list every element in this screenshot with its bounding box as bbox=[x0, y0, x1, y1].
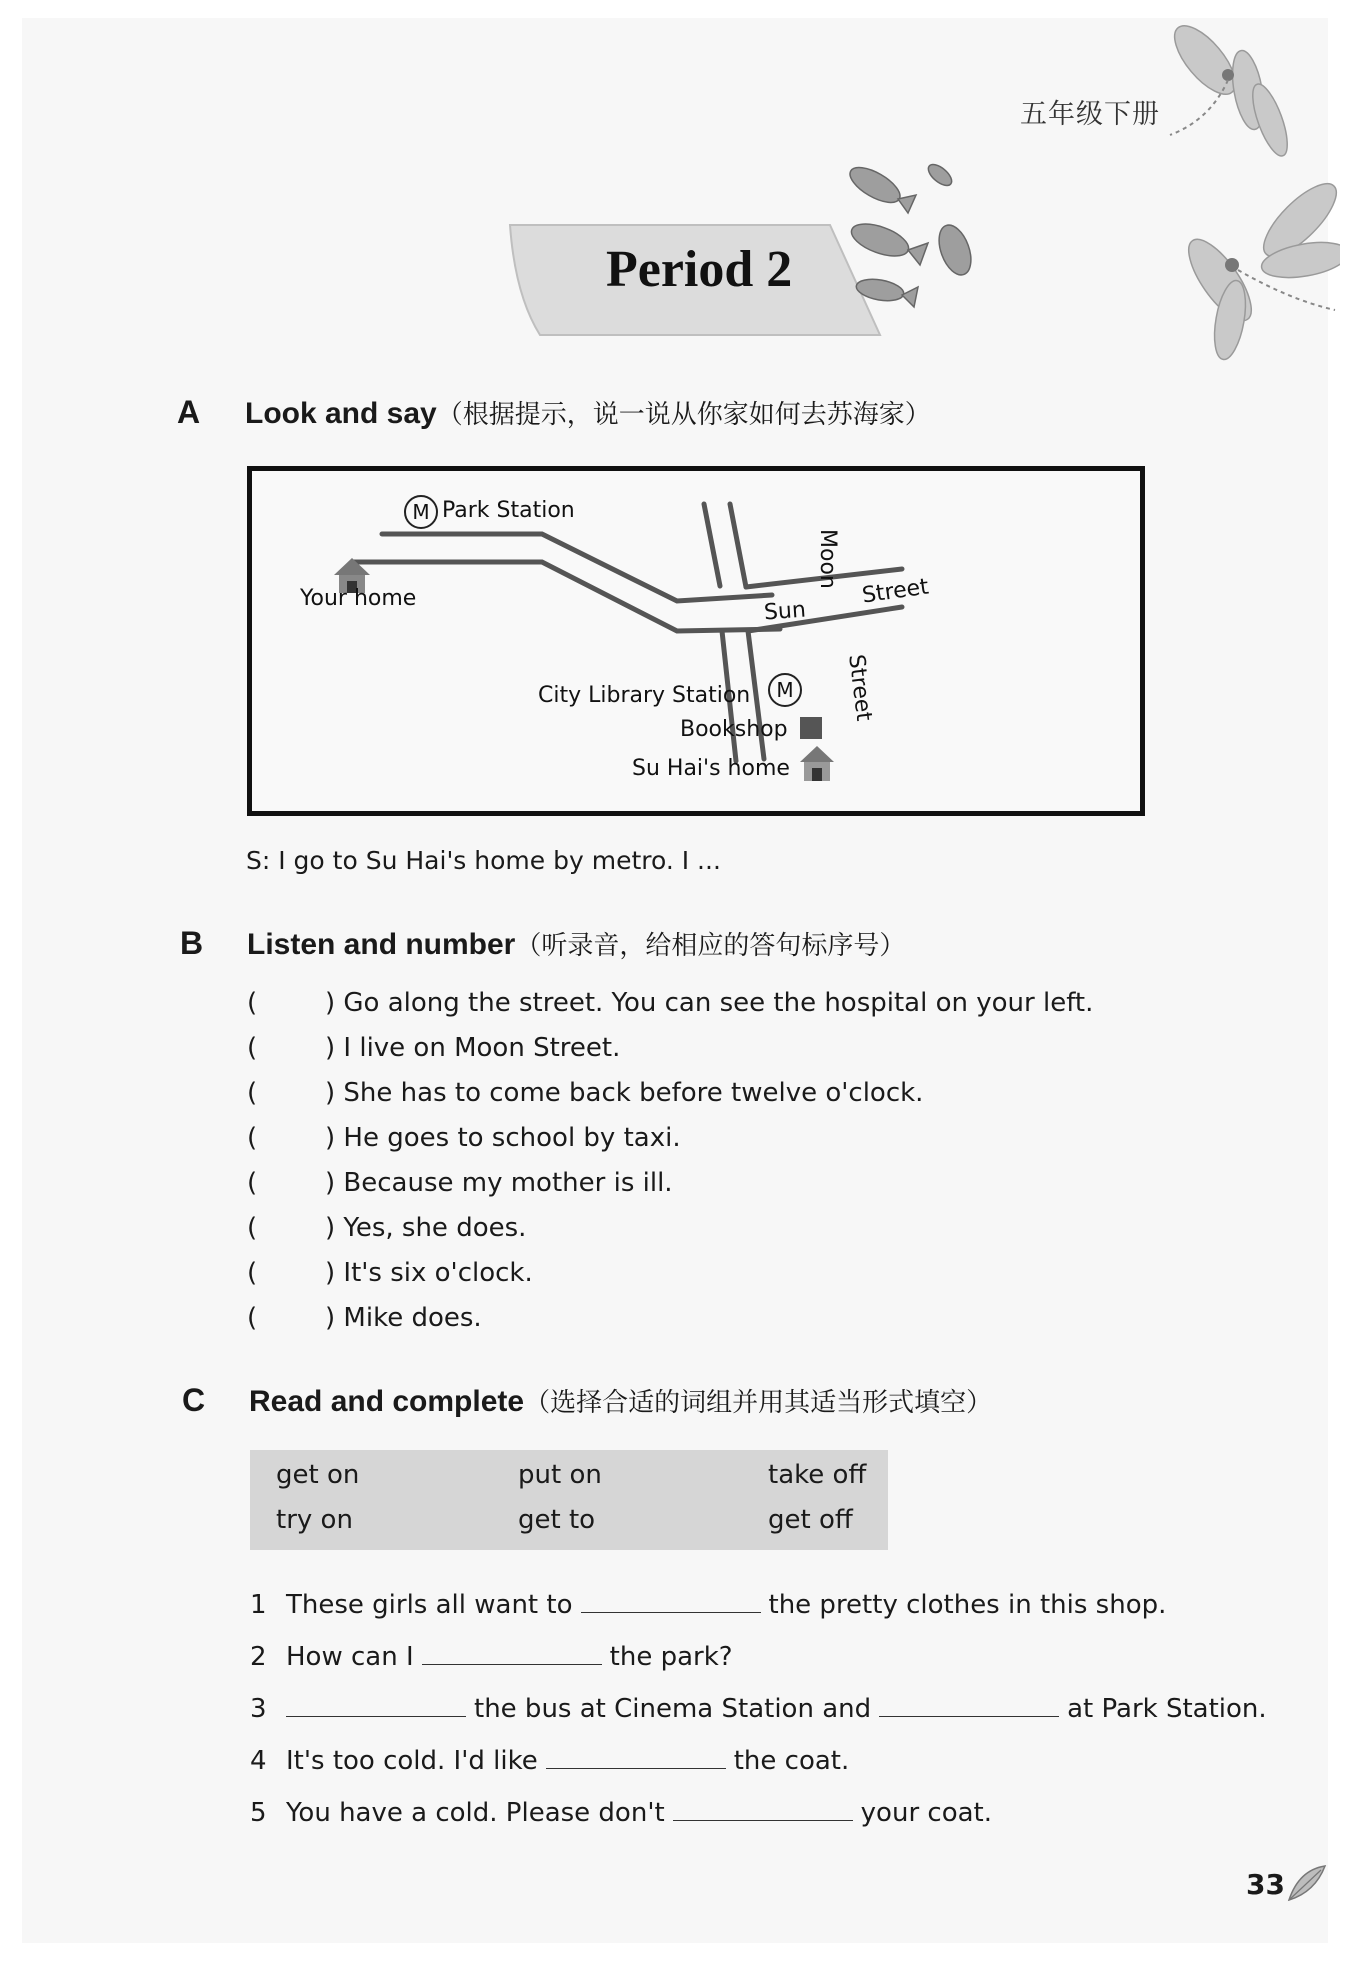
listen-item-text: ) I live on Moon Street. bbox=[325, 1033, 621, 1063]
answer-blank[interactable]: ( bbox=[247, 1258, 258, 1288]
city-library-station-badge: M bbox=[768, 673, 802, 707]
answer-blank[interactable]: ( bbox=[247, 1168, 258, 1198]
item-text: at Park Station. bbox=[1067, 1694, 1267, 1724]
answer-blank[interactable]: ( bbox=[247, 1213, 258, 1243]
listen-item bbox=[247, 1168, 673, 1198]
su-hai-home-label: Su Hai's home bbox=[632, 756, 790, 781]
your-home-label: Your home bbox=[300, 586, 417, 611]
item-text: the pretty clothes in this shop. bbox=[768, 1590, 1167, 1620]
listen-item-text: ) Go along the street. You can see the hospital on your left. bbox=[325, 988, 1094, 1018]
fish-decoration bbox=[820, 155, 1010, 325]
section-b-title bbox=[247, 925, 905, 962]
item-text: How can I bbox=[286, 1642, 414, 1672]
fill-blank[interactable] bbox=[422, 1642, 602, 1665]
item-number: 5 bbox=[250, 1798, 267, 1828]
listen-item-text: ) Yes, she does. bbox=[325, 1213, 527, 1243]
park-station-badge: M bbox=[404, 495, 438, 529]
listen-item bbox=[247, 1303, 482, 1333]
listen-item-text: ) She has to come back before twelve o'clock. bbox=[325, 1078, 924, 1108]
section-c-title bbox=[249, 1382, 992, 1419]
item-text: the park? bbox=[609, 1642, 733, 1672]
listen-item bbox=[247, 1258, 533, 1288]
leaf-icon bbox=[1285, 1862, 1329, 1904]
listen-item-text: ) He goes to school by taxi. bbox=[325, 1123, 681, 1153]
fill-blank[interactable] bbox=[879, 1694, 1059, 1717]
section-b-title-text: Listen and number bbox=[247, 928, 516, 961]
sun-label: Sun bbox=[763, 597, 807, 626]
complete-item bbox=[250, 1746, 849, 1776]
word-option: get on bbox=[276, 1460, 360, 1490]
moon-street-right-edge bbox=[730, 504, 746, 587]
item-number: 3 bbox=[250, 1694, 267, 1724]
section-b-note: （听录音，给相应的答句标序号） bbox=[515, 930, 906, 960]
answer-blank[interactable]: ( bbox=[247, 1033, 258, 1063]
section-a-letter: A bbox=[177, 394, 201, 430]
complete-item bbox=[250, 1642, 733, 1672]
item-number: 2 bbox=[250, 1642, 267, 1672]
complete-item bbox=[250, 1694, 1267, 1724]
city-library-station-label: City Library Station bbox=[538, 683, 751, 708]
section-c-letter: C bbox=[182, 1382, 206, 1418]
listen-item bbox=[247, 1123, 681, 1153]
section-a-title bbox=[245, 394, 931, 431]
fill-blank[interactable] bbox=[286, 1694, 466, 1717]
item-number: 4 bbox=[250, 1746, 267, 1776]
section-a-prompt: S: I go to Su Hai's home by metro. I ... bbox=[246, 846, 721, 875]
fill-blank[interactable] bbox=[673, 1798, 853, 1821]
su-hai-home-icon bbox=[798, 743, 836, 783]
complete-item bbox=[250, 1798, 992, 1828]
item-text: These girls all want to bbox=[286, 1590, 573, 1620]
bookshop-label: Bookshop bbox=[680, 717, 788, 742]
section-a-note: （根据提示，说一说从你家如何去苏海家） bbox=[436, 399, 931, 429]
bookshop-icon bbox=[800, 717, 822, 739]
item-text: It's too cold. I'd like bbox=[286, 1746, 538, 1776]
item-text: You have a cold. Please don't bbox=[286, 1798, 665, 1828]
answer-blank[interactable]: ( bbox=[247, 988, 258, 1018]
moon-label: Moon bbox=[815, 529, 840, 589]
page-number: 33 bbox=[1246, 1868, 1285, 1901]
listen-item bbox=[247, 1033, 620, 1063]
word-option: take off bbox=[768, 1460, 867, 1490]
item-number: 1 bbox=[250, 1590, 267, 1620]
listen-item-text: ) Because my mother is ill. bbox=[325, 1168, 673, 1198]
route-map bbox=[247, 466, 1145, 816]
word-option: put on bbox=[518, 1460, 602, 1490]
street-vertical-label: Street bbox=[843, 653, 877, 723]
section-a-title-text: Look and say bbox=[245, 397, 437, 430]
park-station-label: Park Station bbox=[442, 498, 575, 523]
fill-blank[interactable] bbox=[546, 1746, 726, 1769]
section-b-letter: B bbox=[180, 925, 204, 961]
word-option: get to bbox=[518, 1505, 596, 1535]
word-option: try on bbox=[276, 1505, 353, 1535]
listen-item bbox=[247, 1078, 923, 1108]
section-c-note: （选择合适的词组并用其适当形式填空） bbox=[524, 1387, 993, 1417]
listen-item-text: ) It's six o'clock. bbox=[325, 1258, 533, 1288]
moon-street-left-edge bbox=[704, 504, 720, 586]
section-c-title-text: Read and complete bbox=[249, 1385, 525, 1418]
word-option: get off bbox=[768, 1505, 853, 1535]
answer-blank[interactable]: ( bbox=[247, 1303, 258, 1333]
word-bank bbox=[250, 1450, 888, 1550]
complete-item bbox=[250, 1590, 1166, 1620]
dragonfly-decoration bbox=[1150, 20, 1340, 370]
item-text: the coat. bbox=[733, 1746, 850, 1776]
listen-item bbox=[247, 988, 1093, 1018]
listen-item bbox=[247, 1213, 526, 1243]
answer-blank[interactable]: ( bbox=[247, 1123, 258, 1153]
item-text: your coat. bbox=[860, 1798, 992, 1828]
street-horizontal-label: Street bbox=[860, 574, 931, 609]
fill-blank[interactable] bbox=[581, 1590, 761, 1613]
answer-blank[interactable]: ( bbox=[247, 1078, 258, 1108]
page-title: Period 2 bbox=[606, 241, 793, 298]
item-text: the bus at Cinema Station and bbox=[474, 1694, 872, 1724]
listen-item-text: ) Mike does. bbox=[325, 1303, 482, 1333]
grade-label: 五年级下册 bbox=[1020, 99, 1160, 130]
